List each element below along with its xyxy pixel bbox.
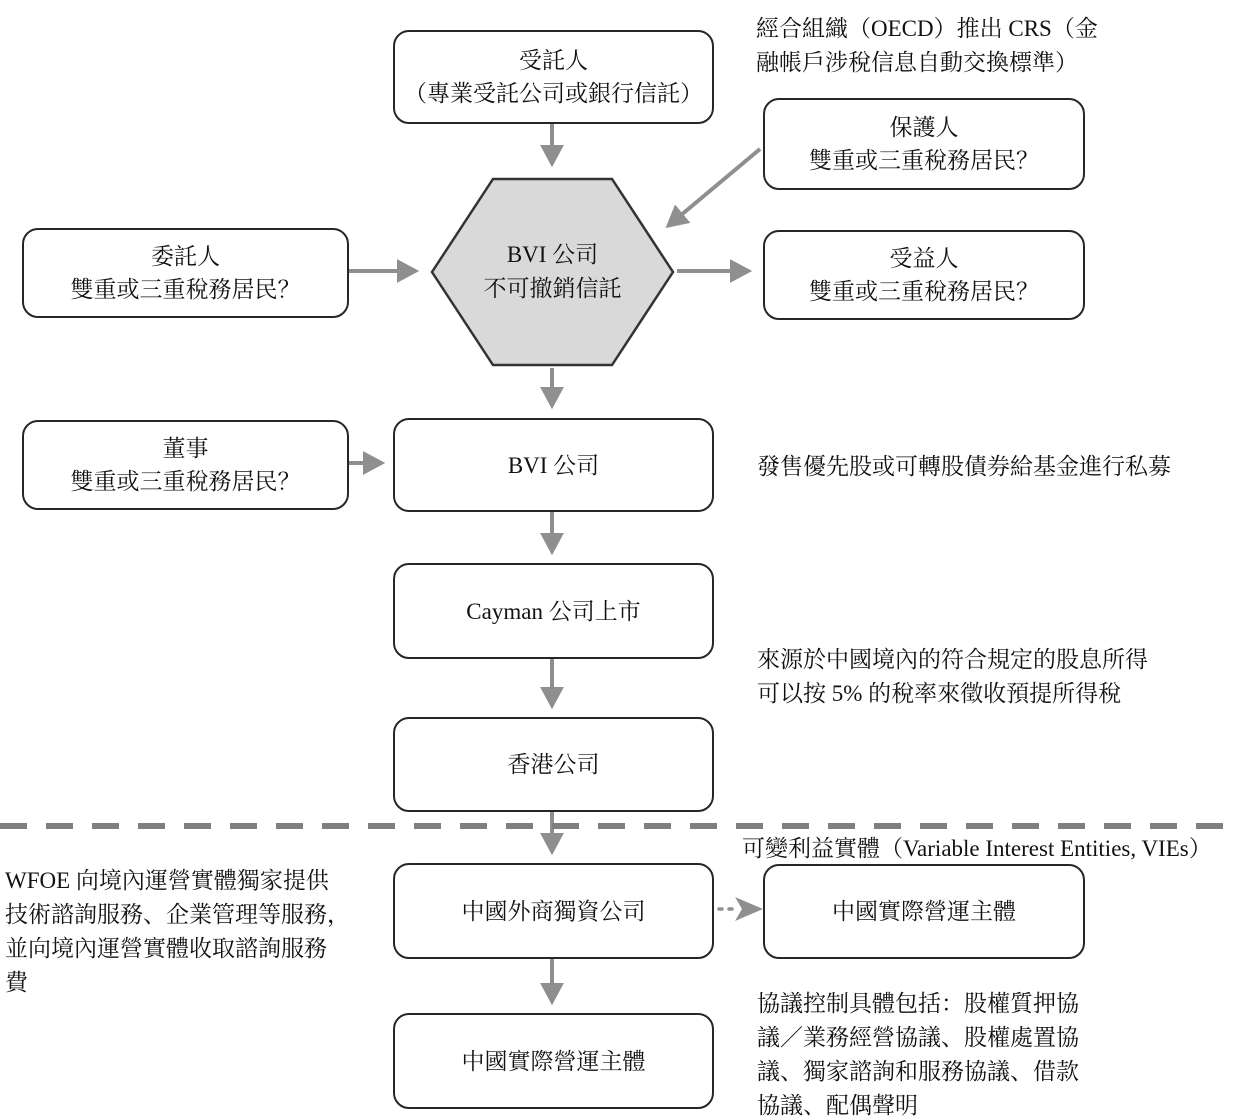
note-dividend-tax-line2: 可以按 5% 的稅率來徵收預提所得稅 [757,681,1122,706]
node-settlor-line1: 委託人 [151,244,220,269]
note-control-agreements-line1: 協議控制具體包括：股權質押協 [757,991,1079,1016]
note-vie-definition [742,832,1212,866]
node-bvi-company-label: BVI 公司 [507,452,600,478]
hexagon-label-line1: BVI 公司 [506,242,599,267]
node-trustee-line2: （專業受託公司或銀行信託） [404,81,703,106]
note-wfoe-services-line2: 技術諮詢服務、企業管理等服務， [5,902,350,927]
note-dividend-tax [757,643,1148,711]
node-beneficiary-line1: 受益人 [889,246,959,271]
node-director [22,420,349,510]
node-operating-entity-label: 中國實際營運主體 [461,1048,646,1074]
note-dividend-tax-line1: 來源於中國境內的符合規定的股息所得 [757,647,1148,672]
node-trustee-line1: 受託人 [519,48,588,73]
note-control-agreements [757,987,1079,1120]
note-oecd-crs-line1: 經合組織（OECD）推出 CRS（金 [756,16,1098,41]
note-wfoe-services-line1: WFOE 向境內運營實體獨家提供 [5,868,329,893]
node-vie-operating-entity-label: 中國實際營運主體 [832,899,1016,924]
node-protector-line1: 保護人 [889,115,959,140]
node-wfoe-label: 中國外商獨資公司 [461,898,646,924]
node-hong-kong-company [393,717,714,812]
node-vie-operating-entity [763,864,1085,959]
node-cayman-listing-label: Cayman 公司上市 [466,598,641,624]
node-wfoe [393,863,714,959]
node-cayman-listing [393,563,714,659]
node-bvi-irrevocable-trust [430,177,675,367]
note-wfoe-services-line3: 並向境內運營實體收取諮詢服務 [5,936,327,961]
node-beneficiary [763,230,1085,320]
node-beneficiary-line2: 雙重或三重稅務居民？ [809,279,1039,304]
note-control-agreements-line2: 議／業務經營協議、股權處置協 [757,1025,1079,1050]
note-vie-definition-line1: 可變利益實體（Variable Interest Entities, VIEs） [742,836,1212,861]
node-director-line1: 董事 [162,436,209,461]
node-protector-line2: 雙重或三重稅務居民？ [809,148,1039,173]
node-settlor [22,228,349,318]
note-wfoe-services-line4: 費 [5,970,28,995]
node-protector [763,98,1085,190]
node-bvi-company [393,418,714,512]
hexagon-label [430,177,675,367]
node-settlor-line2: 雙重或三重稅務居民？ [70,277,301,302]
note-control-agreements-line3: 議、獨家諮詢和服務協議、借款 [757,1059,1079,1084]
node-trustee [393,30,714,124]
note-control-agreements-line4: 協議、配偶聲明 [757,1093,918,1118]
dotted-arrow-head [735,897,763,921]
note-private-placement-line1: 發售優先股或可轉股債券給基金進行私募 [757,454,1171,479]
node-hong-kong-company-label: 香港公司 [507,752,600,777]
node-director-line2: 雙重或三重稅務居民？ [70,469,301,494]
note-wfoe-services [5,864,350,1000]
note-oecd-crs [756,12,1098,80]
note-oecd-crs-line2: 融帳戶涉稅信息自動交換標準） [756,50,1078,75]
hexagon-label-line2: 不可撤銷信託 [483,276,622,301]
node-operating-entity [393,1013,714,1109]
arrow-protector-to-trust [668,149,760,226]
note-private-placement [757,450,1171,484]
